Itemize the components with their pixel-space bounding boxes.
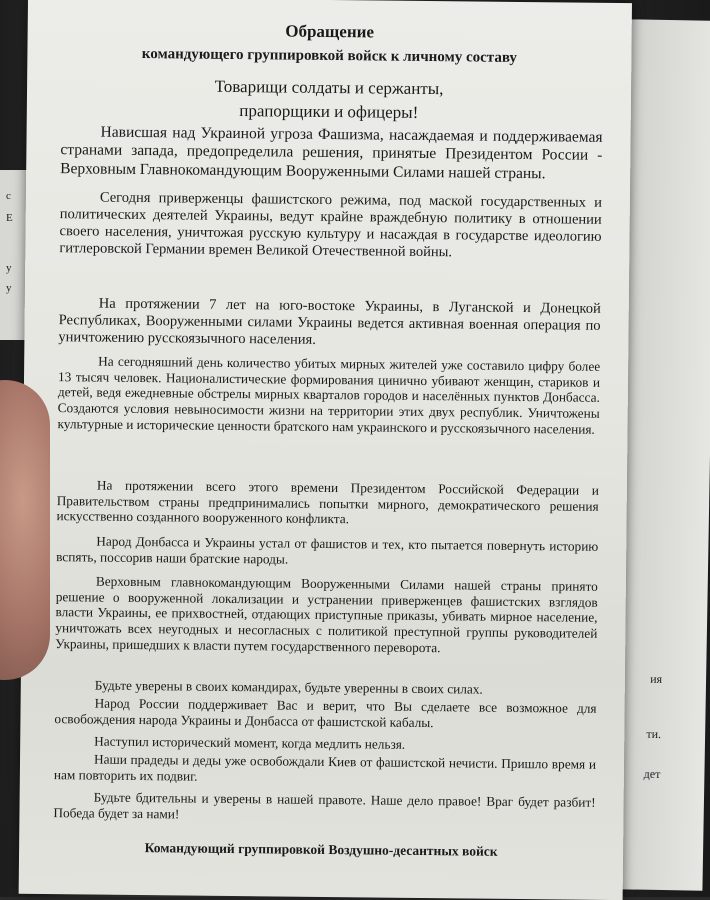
document-title: Обращение — [285, 21, 375, 42]
paragraph: На сегодняшний день количество убитых мирных жителей уже составило цифру более 13 тысяч человек. Националистические формирования цинично убивают женщин, стариков и детей, ведя ежедневные обстрелы мирных кварталов городов и населённых пунктов Донбасса. Создаются условия невыносимости жизни на территории этих двух республик. Уничтожены культурные и исторические ценности братского нам украинского и русскоязычного населения. — [57, 353, 601, 437]
background-fragment: с — [6, 190, 11, 202]
paragraph: Народ России поддерживает Вас и верит, что Вы сделаете все возможное для освобождения народа Украины и Донбасса от фашистской кабалы. — [54, 695, 597, 730]
paragraph: Будьте бдительны и уверены в нашей правоте. Наше дело правое! Враг будет разбит! Победа будет за нами! — [53, 789, 596, 822]
greeting-line: Товарищи солдаты и сержанты, — [214, 76, 444, 99]
background-fragment: у — [6, 262, 12, 274]
background-fragment: Е — [6, 212, 13, 224]
paragraph: Верховным главнокомандующим Вооруженными Силами нашей страны принято решение о вооруженной локализации и устранении приверженцев фашистских взглядов власти Украины, ее прихвостней, отдающих приступные приказы, убивать мирное население, уничтожать всех неугодных и несогласных с политикой преступной группы руководителей Украины, пришедших к власти путем государственного переворота. — [55, 573, 598, 655]
paragraph: Будьте уверены в своих командирах, будьте уверенны в своих силах. — [94, 677, 483, 697]
paragraph: Наступил исторический момент, когда медлить нельзя. — [94, 733, 406, 752]
document-subtitle: командующего группировкой войск к личному составу — [141, 46, 518, 66]
holding-finger — [0, 380, 50, 680]
paragraph: На протяжении 7 лет на юго-востоке Украины, в Луганской и Донецкой Республиках, Вооруженными силами Украины ведется активная военная операция по уничтожению русскоязычного населения. — [58, 295, 601, 349]
background-fragment: ия — [650, 671, 663, 686]
background-fragment: дет — [643, 766, 661, 781]
paragraph: Наши прадеды и деды уже освобождали Киев от фашистской нечисти. Пришло время и нам повторить их подвиг. — [53, 751, 597, 784]
paragraph: Народ Донбасса и Украины устал от фашистов и тех, кто пытается повернуть историю вспять, поссорив наши братские народы. — [56, 533, 599, 567]
paragraph: Нависшая над Украиной угроза Фашизма, насаждаемая и поддерживаемая странами запада, предопределила решения, принятые Президентом России - Верховным Главнокомандующим Вооруженными Силами нашей страны. — [60, 123, 603, 182]
signature-line: Командующий группировкой Воздушно-десантных войск — [144, 840, 498, 859]
document-page — [19, 0, 632, 900]
greeting-line: прапорщики и офицеры! — [239, 101, 419, 122]
background-fragment: ти. — [646, 726, 662, 741]
background-fragment: у — [6, 282, 12, 294]
paragraph: Сегодня приверженцы фашистского режима, под маской государственных и политических деятелей Украины, ведут крайне враждебную политику в отношении своего населения, уничтожая русскую культуру и насаждая в государстве идеологию гитлеровской Германии времен Великой Отечественной войны. — [59, 189, 602, 261]
paragraph: На протяжении всего этого времени Президентом Российской Федерации и Правительством страны предпринимались попытки мирного, демократического решения искусственно созданного вооруженного конфликта. — [56, 477, 599, 527]
